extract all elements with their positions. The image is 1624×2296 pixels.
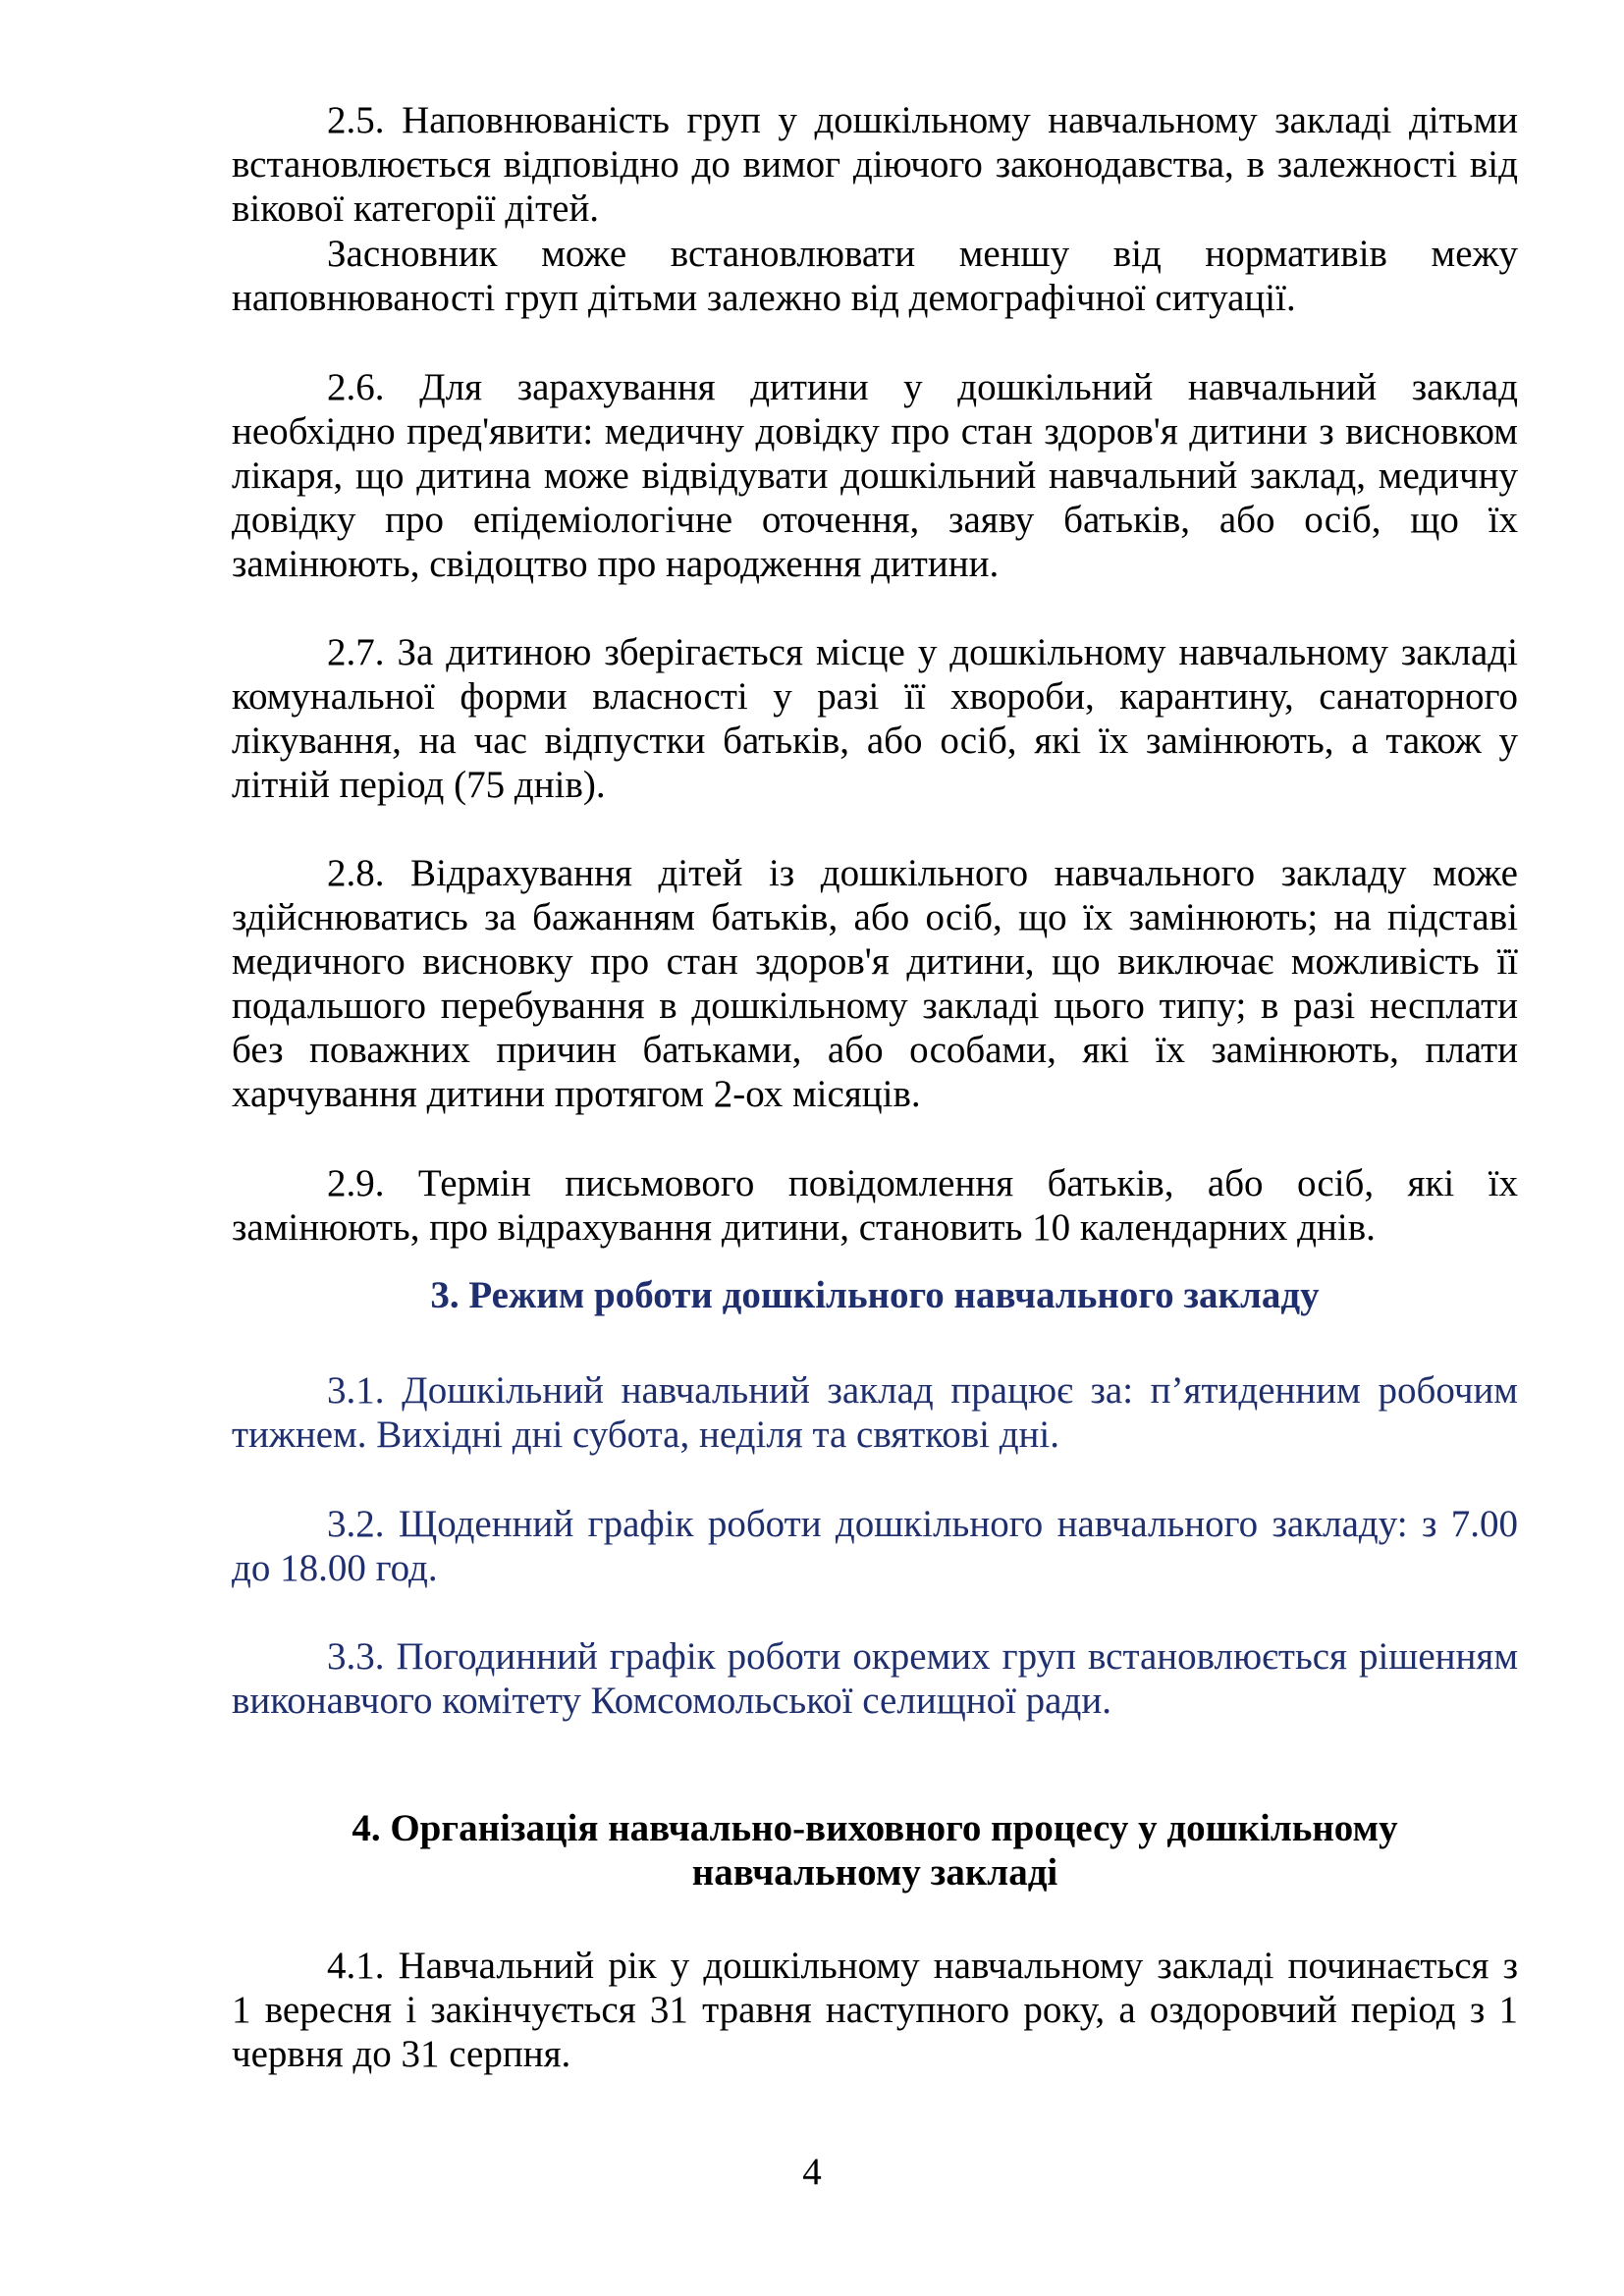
- paragraph-line: 1 вересня і закінчується 31 травня наступного року, а оздоровчий період з 1: [232, 1989, 1518, 2031]
- paragraph-2-8: [232, 851, 1518, 1116]
- paragraph-line: лікування, на час відпустки батьків, або осіб, які їх замінюють, а також у: [232, 720, 1518, 762]
- paragraph-line: 4.1. Навчальний рік у дошкільному навчальному закладі починається з: [327, 1945, 1518, 1987]
- paragraph-line: 2.8. Відрахування дітей із дошкільного навчального закладу може: [327, 852, 1518, 894]
- section-heading-3: 3. Режим роботи дошкільного навчального закладу: [430, 1274, 1320, 1316]
- paragraph-line: подальшого перебування в дошкільному закладі цього типу; в разі несплати: [232, 985, 1518, 1027]
- paragraph-3-1: [232, 1368, 1518, 1457]
- paragraph-line: довідку про епідеміологічне оточення, заяву батьків, або осіб, що їх: [232, 499, 1518, 541]
- paragraph-line: Засновник може встановлювати меншу від нормативів межу: [327, 233, 1518, 275]
- paragraph-line: літній період (75 днів).: [232, 764, 606, 806]
- paragraph-line: 3.3. Погодинний графік роботи окремих груп встановлюється рішенням: [327, 1635, 1518, 1678]
- paragraph-line: тижнем. Вихідні дні субота, неділя та святкові дні.: [232, 1414, 1060, 1456]
- paragraph-line: вікової категорії дітей.: [232, 187, 600, 230]
- paragraph-line: 2.7. За дитиною зберігається місце у дошкільному навчальному закладі: [327, 631, 1518, 673]
- paragraph-line: виконавчого комітету Комсомольської селищної ради.: [232, 1680, 1111, 1722]
- paragraph-line: медичного висновку про стан здоров'я дитини, що виключає можливість її: [232, 940, 1518, 983]
- paragraph-line: харчування дитини протягом 2-ох місяців.: [232, 1073, 921, 1115]
- paragraph-2-5: [232, 98, 1518, 231]
- paragraph-2-6: [232, 365, 1518, 586]
- page-number: 4: [802, 2151, 822, 2193]
- paragraph-line: комунальної форми власності у разі її хвороби, карантину, санаторного: [232, 675, 1518, 718]
- paragraph-line: 2.6. Для зарахування дитини у дошкільний навчальний заклад: [327, 366, 1518, 408]
- paragraph-3-3: [232, 1634, 1518, 1723]
- paragraph-2-7: [232, 630, 1518, 807]
- paragraph-line: червня до 31 серпня.: [232, 2033, 571, 2075]
- paragraph-line: 2.5. Наповнюваність груп у дошкільному навчальному закладі дітьми: [327, 99, 1518, 141]
- paragraph-3-2: [232, 1502, 1518, 1590]
- paragraph-2-5-founder: [232, 232, 1518, 320]
- paragraph-line: встановлюється відповідно до вимог діючого законодавства, в залежності від: [232, 143, 1518, 186]
- paragraph-line: наповнюваності груп дітьми залежно від демографічної ситуації.: [232, 277, 1296, 319]
- paragraph-4-1: [232, 1944, 1518, 2076]
- paragraph-line: здійснюватись за бажанням батьків, або осіб, що їх замінюють; на підставі: [232, 896, 1518, 938]
- paragraph-line: 2.9. Термін письмового повідомлення батьків, або осіб, які їх: [327, 1162, 1518, 1204]
- paragraph-2-9: [232, 1161, 1518, 1250]
- section-heading-4: 4. Організація навчально-виховного процесу у дошкільному: [352, 1807, 1398, 1849]
- paragraph-line: до 18.00 год.: [232, 1547, 438, 1589]
- paragraph-line: необхідно пред'явити: медичну довідку про стан здоров'я дитини з висновком: [232, 410, 1518, 453]
- paragraph-line: без поважних причин батьками, або особами, які їх замінюють, плати: [232, 1029, 1518, 1071]
- paragraph-line: 3.1. Дошкільний навчальний заклад працює за: п’ятиденним робочим: [327, 1369, 1518, 1412]
- paragraph-line: 3.2. Щоденний графік роботи дошкільного навчального закладу: з 7.00: [327, 1503, 1518, 1545]
- paragraph-line: замінюють, свідоцтво про народження дитини.: [232, 543, 1000, 585]
- paragraph-line: замінюють, про відрахування дитини, становить 10 календарних днів.: [232, 1206, 1376, 1249]
- section-heading-4-continued: навчальному закладі: [691, 1851, 1058, 1894]
- paragraph-line: лікаря, що дитина може відвідувати дошкільний навчальний заклад, медичну: [232, 454, 1518, 497]
